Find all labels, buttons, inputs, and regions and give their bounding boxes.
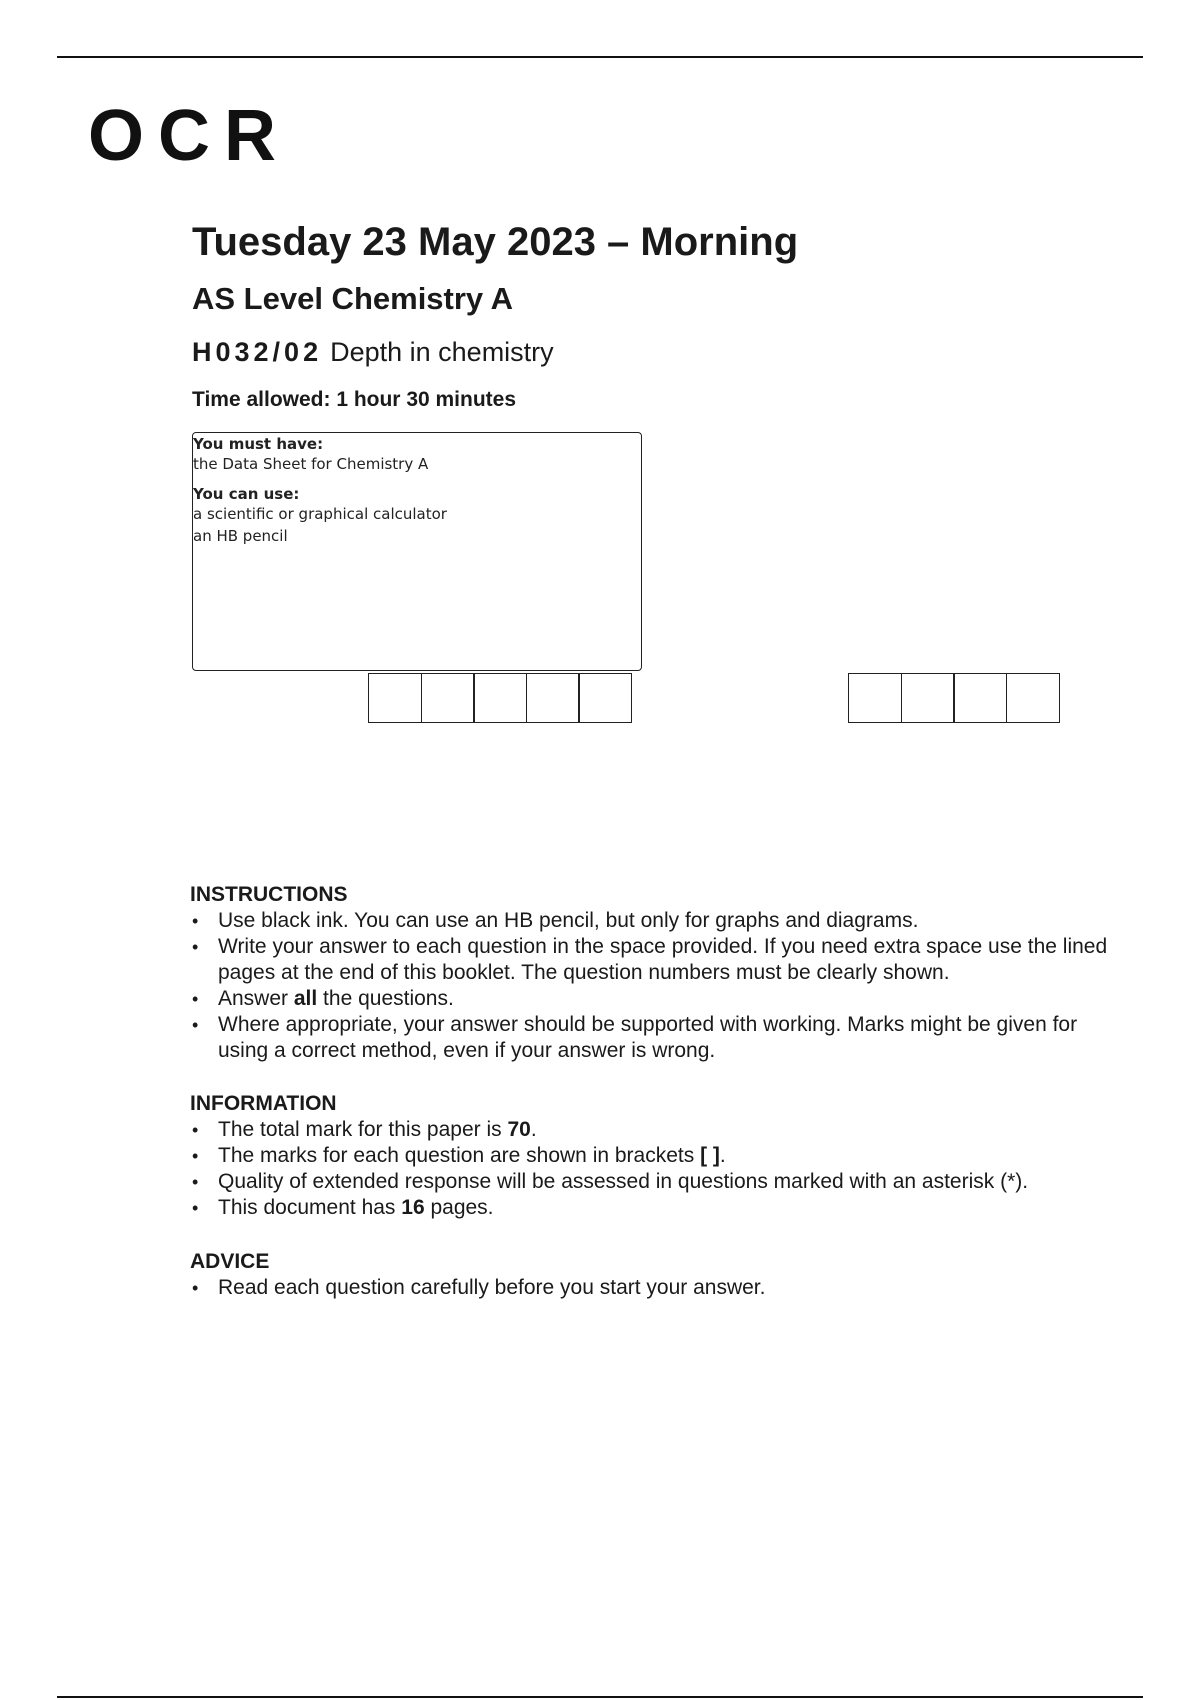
instructions-section bbox=[190, 882, 1120, 1064]
information-text: . bbox=[530, 1118, 537, 1141]
centre-number-cell[interactable] bbox=[473, 673, 527, 723]
instruction-item bbox=[190, 986, 1120, 1012]
information-item bbox=[190, 1117, 1120, 1143]
paper-title: Depth in chemistry bbox=[330, 337, 554, 367]
instruction-text: Write your answer to each question in the space provided. If you need extra space use the lined pages at the end of this booklet. The question numbers must be clearly shown. bbox=[218, 935, 1108, 984]
information-item bbox=[190, 1143, 1120, 1169]
instruction-emphasis: all bbox=[293, 987, 318, 1010]
equipment-box bbox=[192, 432, 642, 671]
advice-heading: ADVICE bbox=[190, 1250, 270, 1273]
information-text: pages. bbox=[424, 1196, 494, 1219]
centre-number-cell[interactable] bbox=[526, 673, 580, 723]
instruction-text: Use black ink. You can use an HB pencil, but only for graphs and diagrams. bbox=[218, 909, 919, 932]
instruction-text: Where appropriate, your answer should be supported with working. Marks might be given for using a correct method, even if your answer is wrong. bbox=[218, 1013, 1078, 1062]
candidate-number-grid bbox=[848, 673, 1060, 723]
ocr-logo: OCR bbox=[88, 96, 290, 176]
instructions-list bbox=[190, 908, 1120, 1064]
must-have-group bbox=[193, 435, 641, 475]
can-use-item: a scientific or graphical calculator bbox=[193, 505, 447, 523]
instruction-item bbox=[190, 934, 1120, 986]
bottom-rule bbox=[57, 1696, 1143, 1698]
top-rule bbox=[57, 56, 1143, 58]
subject-title: AS Level Chemistry A bbox=[192, 281, 514, 316]
time-allowed: Time allowed: 1 hour 30 minutes bbox=[192, 388, 517, 411]
information-section bbox=[190, 1091, 1120, 1221]
centre-number-cell[interactable] bbox=[368, 673, 422, 723]
instruction-text: Answer bbox=[218, 987, 294, 1010]
information-list bbox=[190, 1117, 1120, 1221]
must-have-heading: You must have: bbox=[193, 435, 324, 453]
instruction-item bbox=[190, 1012, 1120, 1064]
candidate-number-cell[interactable] bbox=[953, 673, 1007, 723]
exam-date: Tuesday 23 May 2023 – Morning bbox=[192, 220, 799, 264]
instructions-heading: INSTRUCTIONS bbox=[190, 883, 348, 906]
advice-list bbox=[190, 1275, 1120, 1301]
centre-number-cell[interactable] bbox=[578, 673, 632, 723]
information-text: . bbox=[719, 1144, 726, 1167]
can-use-group bbox=[193, 485, 641, 547]
information-text: The marks for each question are shown in brackets bbox=[218, 1144, 701, 1167]
information-text: This document has bbox=[218, 1196, 402, 1219]
instruction-text: the questions. bbox=[317, 987, 454, 1010]
candidate-number-cell[interactable] bbox=[901, 673, 955, 723]
total-marks: 70 bbox=[507, 1118, 531, 1141]
can-use-item: an HB pencil bbox=[193, 527, 288, 545]
centre-number-grid bbox=[368, 673, 632, 723]
advice-item bbox=[190, 1275, 1120, 1301]
information-text: Quality of extended response will be assessed in questions marked with an asterisk (*). bbox=[218, 1170, 1029, 1193]
advice-section bbox=[190, 1249, 1120, 1301]
can-use-heading: You can use: bbox=[193, 485, 300, 503]
instruction-item bbox=[190, 908, 1120, 934]
brackets-symbol: [ ] bbox=[700, 1144, 720, 1167]
information-item bbox=[190, 1169, 1120, 1195]
centre-number-cell[interactable] bbox=[421, 673, 475, 723]
must-have-item: the Data Sheet for Chemistry A bbox=[193, 455, 429, 473]
candidate-number-cell[interactable] bbox=[848, 673, 902, 723]
information-text: The total mark for this paper is bbox=[218, 1118, 508, 1141]
information-item bbox=[190, 1195, 1120, 1221]
page-count: 16 bbox=[401, 1196, 425, 1219]
paper-code: H032/02 bbox=[192, 337, 323, 367]
information-heading: INFORMATION bbox=[190, 1092, 337, 1115]
advice-text: Read each question carefully before you start your answer. bbox=[218, 1276, 766, 1299]
paper-code-line bbox=[192, 339, 554, 366]
candidate-number-cell[interactable] bbox=[1006, 673, 1060, 723]
